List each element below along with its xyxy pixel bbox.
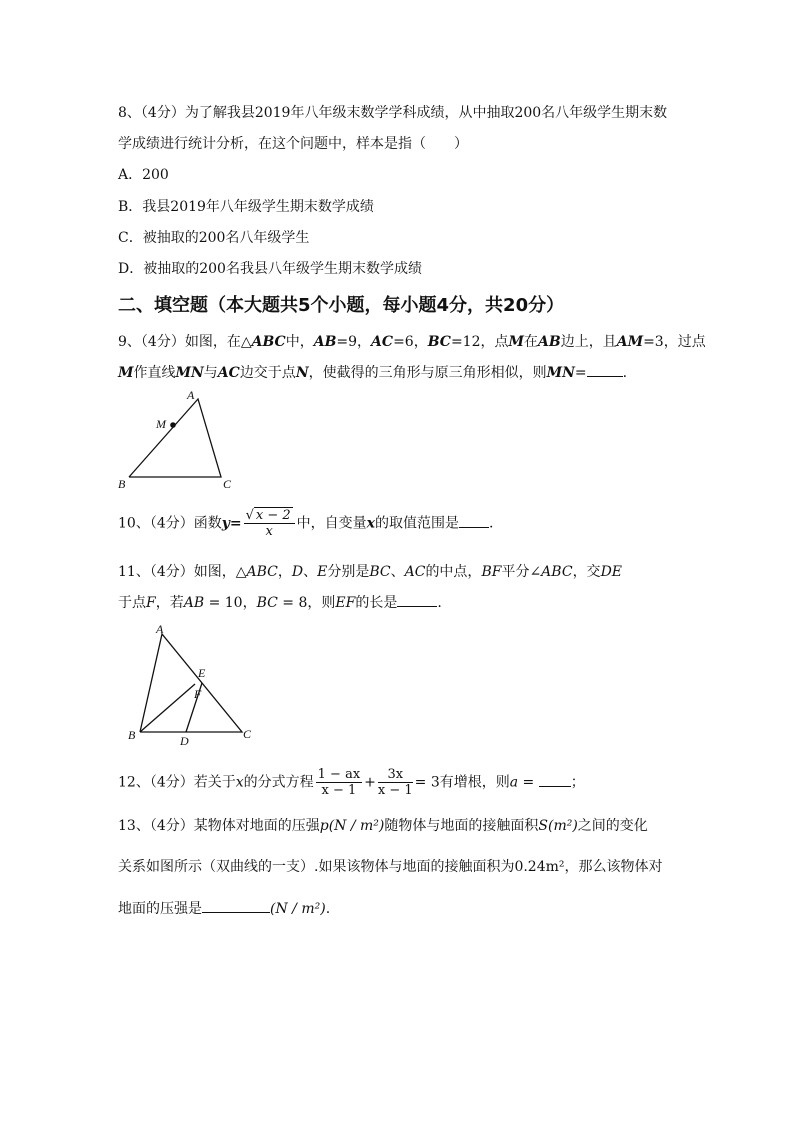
q8-option-a: A．200 bbox=[118, 167, 169, 183]
q13-stem-line1: 13、（4分）某物体对地面的压强p(N / m²)随物体与地面的接触面积S(m²)之间的变化 bbox=[118, 818, 648, 834]
q9-stem-line1: 9、（4分）如图，在△ABC中，AB=9，AC=6，BC=12，点M在AB边上，且AM=3，过点 bbox=[118, 334, 706, 350]
label-b: B bbox=[128, 728, 136, 742]
q12-fraction-2: $\frac{3x}{x - 1}$ bbox=[377, 767, 413, 798]
q12-fraction-1: $\frac{1 - ax}{x - 1}$ bbox=[317, 767, 361, 798]
q8-option-c: C．被抽取的200名八年级学生 bbox=[118, 230, 310, 246]
label-m: M bbox=[156, 417, 166, 431]
q11-answer-blank[interactable] bbox=[397, 594, 437, 607]
q9-answer-blank[interactable] bbox=[587, 364, 623, 377]
q12-answer-blank[interactable] bbox=[539, 774, 571, 787]
q10-answer-blank[interactable] bbox=[459, 515, 489, 528]
label-b: B bbox=[118, 477, 126, 491]
q13-stem-line3: 地面的压强是 (N / m²). bbox=[118, 901, 331, 917]
q13-stem-line2: 关系如图所示（双曲线的一支）.如果该物体与地面的接触面积为0.24m²，那么该物体对 bbox=[118, 859, 663, 875]
q10-fraction: $\frac{√ x - 2}{x}$ bbox=[244, 508, 295, 539]
label-c: C bbox=[223, 477, 232, 491]
label-a: A bbox=[187, 388, 195, 402]
label-d: D bbox=[180, 734, 189, 748]
label-c: C bbox=[243, 727, 252, 741]
q11-stem-line2: 于点F，若AB = 10，BC = 8，则EF的长是 . bbox=[118, 595, 442, 611]
q12-stem: 12、（4分）若关于x的分式方程 $\frac{1 - ax}{x - 1}$ + $\frac{3x}{x - 1}$ = 3有增根，则a = ； bbox=[118, 767, 585, 798]
q9-triangle-figure bbox=[112, 385, 242, 495]
q8-option-b: B．我县2019年八年级学生期末数学成绩 bbox=[118, 199, 374, 215]
label-e: E bbox=[198, 666, 206, 680]
q8-stem-line2: 学成绩进行统计分析，在这个问题中，样本是指（ ） bbox=[118, 136, 468, 152]
label-f: F bbox=[194, 687, 202, 701]
q11-stem-line1: 11、（4分）如图，△ABC，D、E分别是BC、AC的中点，BF平分∠ABC，交DE bbox=[118, 564, 623, 580]
q11-triangle-figure bbox=[122, 620, 262, 750]
label-a: A bbox=[156, 622, 164, 636]
q10-stem: 10、（4分）函数y= $\frac{√ x - 2}{x}$ 中，自变量x的取值范围是 . bbox=[118, 508, 494, 539]
q9-stem-line2: M作直线MN与AC边交于点N，使截得的三角形与原三角形相似，则MN= . bbox=[118, 365, 628, 381]
section-heading: 二、填空题（本大题共5个小题，每小题4分，共20分） bbox=[118, 295, 565, 316]
q8-stem-line1: 8、（4分）为了解我县2019年八年级末数学学科成绩，从中抽取200名八年级学生期末数 bbox=[118, 105, 668, 121]
q8-option-d: D．被抽取的200名我县八年级学生期末数学成绩 bbox=[118, 261, 422, 277]
point-m-marker bbox=[170, 422, 176, 428]
q13-answer-blank[interactable] bbox=[202, 900, 270, 913]
